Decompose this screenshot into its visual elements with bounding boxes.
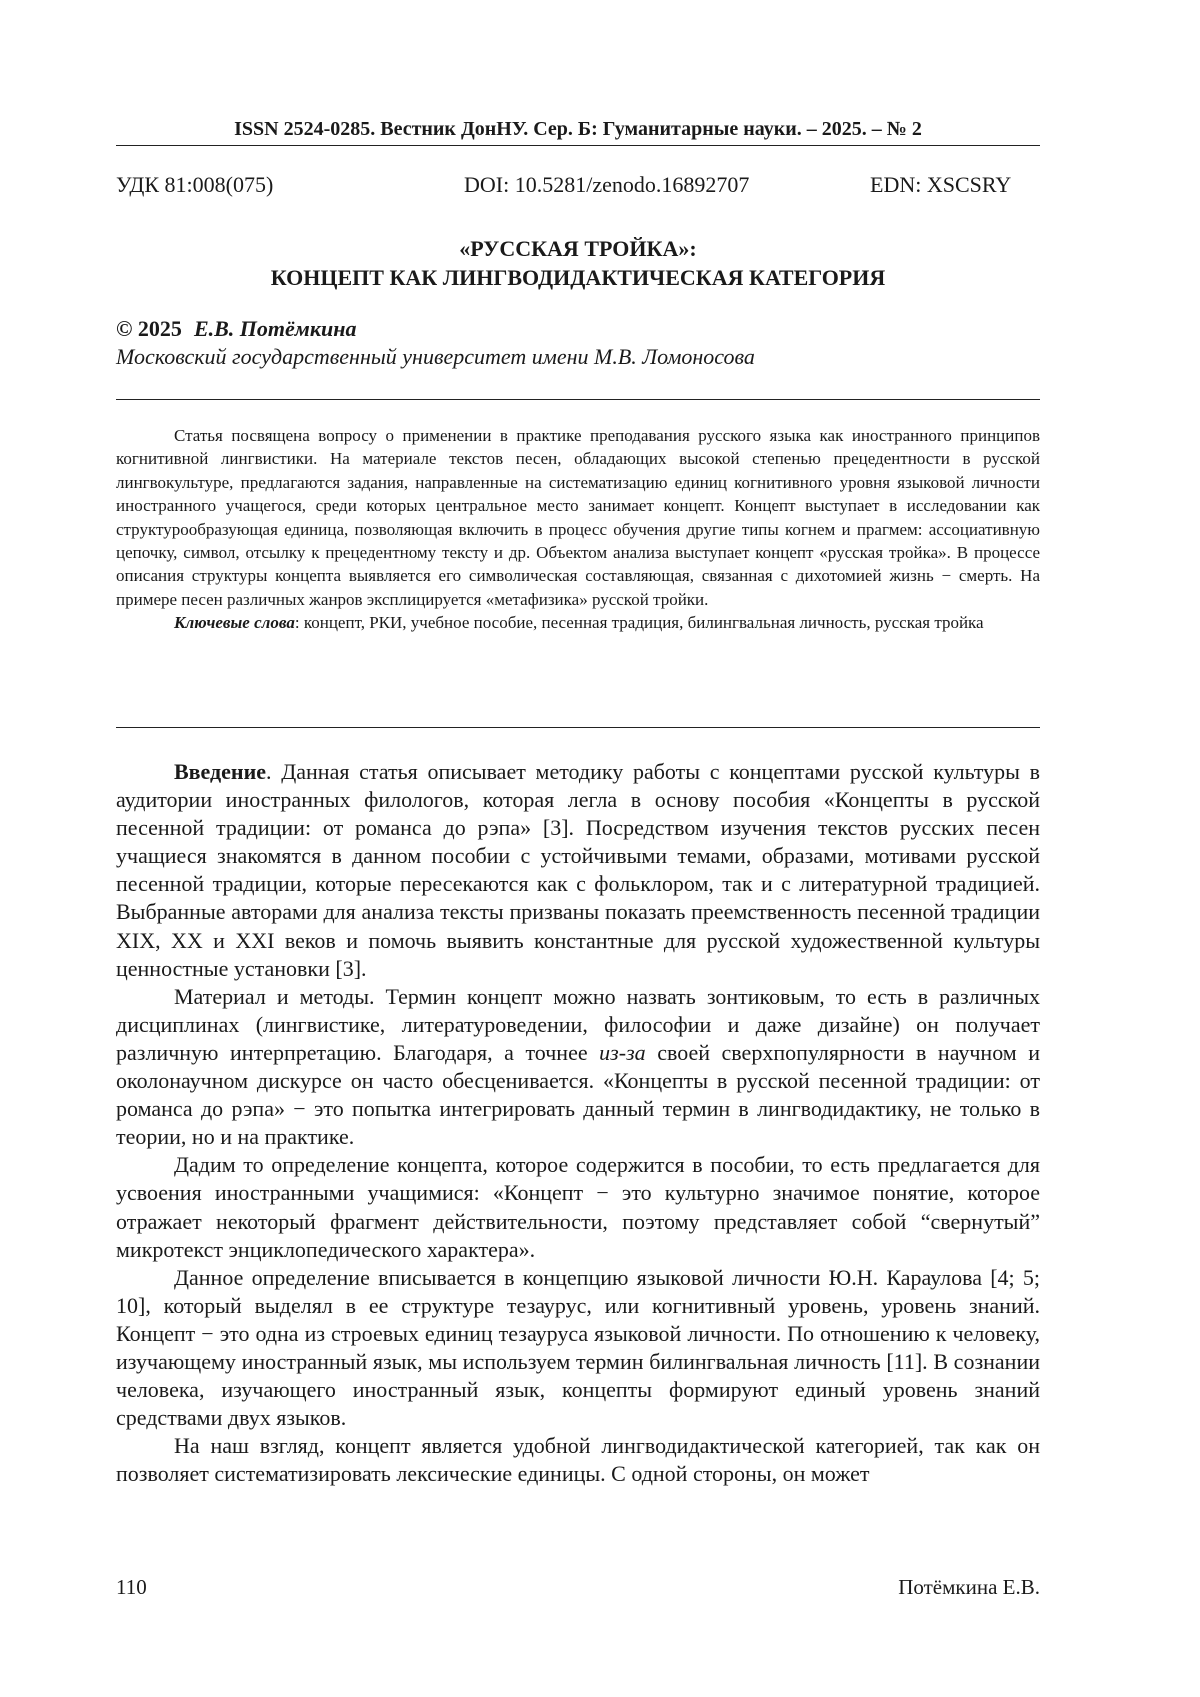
author-affiliation: Московский государственный университет имени М.В. Ломоносова [116,344,755,369]
article-body [116,758,1040,1488]
abstract-top-divider [116,399,1040,400]
abstract-text: Статья посвящена вопросу о применении в практике преподавания русского языка как иностранного принципов когнитивной лингвистики. На материале текстов песен, обладающих высокой степенью прецедентности в русской лингвокультуре, предлагаются задания, направленные на систематизацию единиц когнитивного уровня языковой личности иностранного учащегося, среди которых центральное место занимает концепт. Концепт выступает в исследовании как структурообразующая единица, позволяющая включить в процесс обучения другие типы когнем и прагмем: ассоциативную цепочку, символ, отсылку к прецедентному тексту и др. Объектом анализа выступает концепт «русская тройка». В процессе описания структуры концепта выявляется его символическая составляющая, связанная с дихотомией жизнь − смерть. На примере песен различных жанров эксплицируется «метафизика» русской тройки. [116,426,1040,609]
header-divider [116,145,1040,146]
paragraph-materials-methods [116,983,1040,1152]
page-number: 110 [116,1575,147,1599]
materials-text-2: своей сверхпопулярности в научном и околонаучном дискурсе он часто обесценивается. «Концепты в русской песенной традиции: от романса до рэпа» − это попытка интегрировать данный термин в лингводидактику, не только в теории, но и на практике. [116,1039,1041,1150]
paragraph-karaulov: Данное определение вписывается в концепцию языковой личности Ю.Н. Караулова [4; 5; 10], который выделял в ее структуре тезаурус, или когнитивный уровень, уровень знаний. Концепт − это одна из строевых единиц тезауруса языковой личности. По отношению к человеку, изучающему иностранный язык, мы используем термин билингвальная личность [11]. В сознании человека, изучающего иностранный язык, концепты формируют единый уровень знаний средствами двух языков. [116,1264,1040,1431]
author-name: Е.В. Потёмкина [193,316,357,341]
keywords-list: концепт, РКИ, учебное пособие, песенная традиция, билингвальная личность, русская тройка [299,613,984,633]
keywords [116,611,1040,634]
copyright-year: © 2025 [116,316,182,341]
introduction-heading: Введение [174,759,267,784]
footer-author: Потёмкина Е.В. [898,1575,1040,1599]
introduction-text: . Данная статья описывает методику работы с концептами русской культуры в аудитории иностранных филологов, которая легла в основу пособия «Концепты в русской песенной традиции: от романса до рэпа» [3]. Посредством изучения текстов русских песен учащиеся знакомятся в данном пособии с устойчивыми темами, образами, мотивами русской песенной традиции, которые пересекаются как с фольклором, так и с литературной традицией. Выбранные авторами для анализа тексты призваны показать преемственность песенной традиции XIX, XX и XXI веков и помочь выявить константные для русской художественной культуры ценностные установки [3]. [116,759,1040,981]
author-line [116,316,356,342]
materials-italic: из-за [599,1039,646,1065]
doi-code: DOI: 10.5281/zenodo.16892707 [464,172,750,197]
edn-code: EDN: XSCSRY [870,172,1012,197]
keywords-separator: : [294,613,300,633]
abstract-bottom-divider [116,727,1040,728]
udk-code: УДК 81:008(075) [116,172,274,197]
article-title-line-2: КОНЦЕПТ КАК ЛИНГВОДИДАКТИЧЕСКАЯ КАТЕГОРИЯ [270,265,886,290]
article-title-line-1: «РУССКАЯ ТРОЙКА»: [459,236,697,261]
materials-text-1: Материал и методы. Термин концепт можно назвать зонтиковым, то есть в различных дисциплинах (лингвистике, литературоведении, философии и даже дизайне) он получает различную интерпретацию. Благодаря, а точнее [116,983,1040,1065]
paragraph-introduction [116,758,1040,983]
paragraph-definition: Дадим то определение концепта, которое содержится в пособии, то есть предлагается для усвоения иностранными учащимися: «Концепт − это культурно значимое понятие, которое отражает некоторый фрагмент действительности, поэтому представляет собой “свернутый” микротекст энциклопедического характера». [116,1152,1040,1262]
running-header: ISSN 2524-0285. Вестник ДонНУ. Сер. Б: Гуманитарные науки. – 2025. – № 2 [234,118,922,140]
abstract [116,424,1040,635]
article-title [116,234,1040,292]
keywords-label: Ключевые слова [174,613,295,633]
paragraph-category: На наш взгляд, концепт является удобной лингводидактической категорией, так как он позволяет систематизировать лексические единицы. С одной стороны, он может [116,1433,1040,1487]
